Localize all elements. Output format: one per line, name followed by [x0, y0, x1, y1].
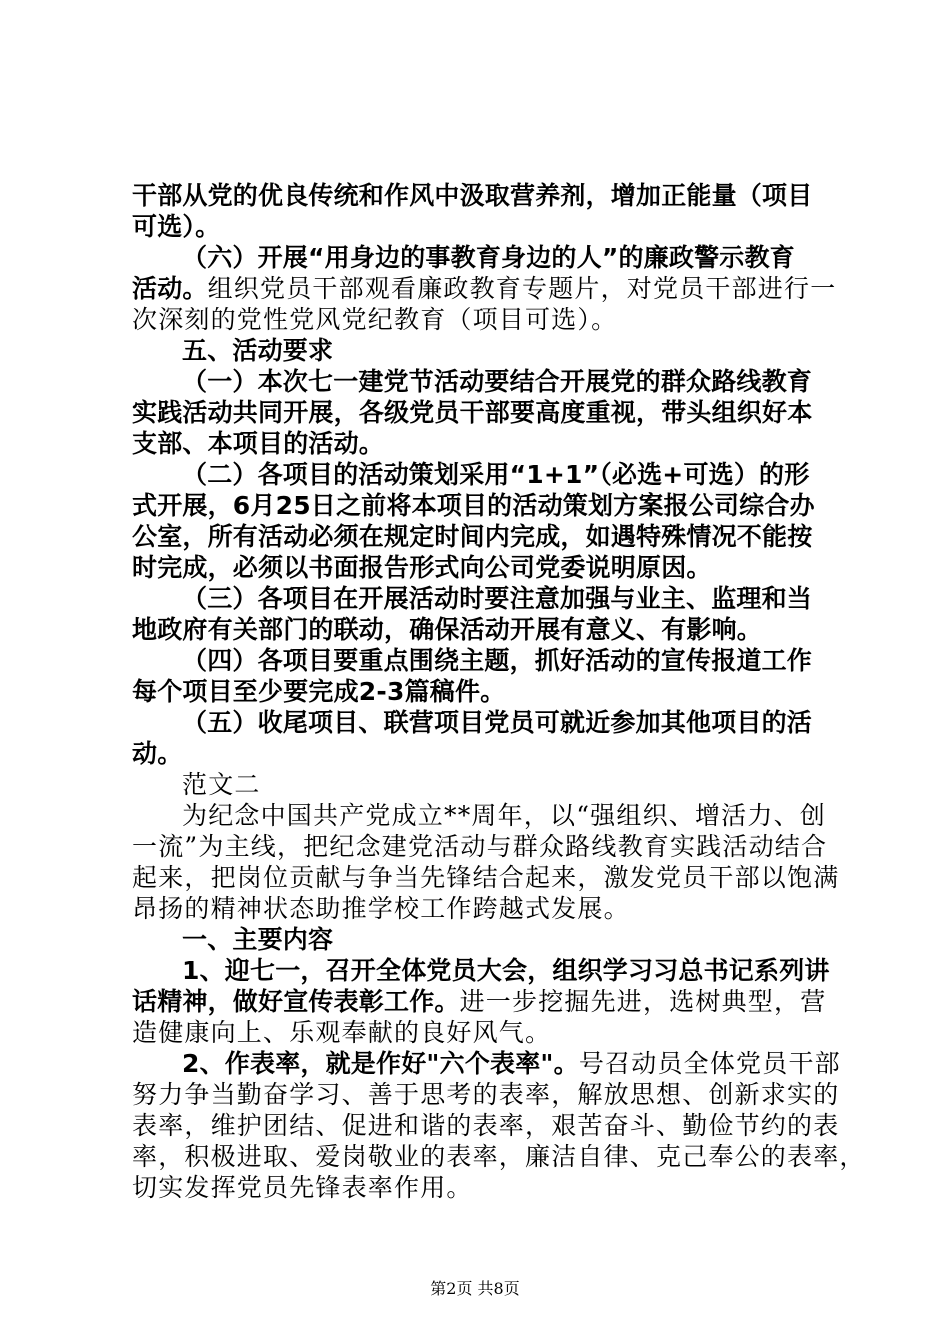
text-run: 为纪念中国共产党成立**周年，以“强组织、增活力、创 [182, 801, 826, 830]
text-run: 实践活动共同开展，各级党员干部要高度重视，带头组织好本 [132, 398, 813, 427]
text-line [132, 955, 832, 986]
text-line [132, 645, 832, 676]
paragraph [132, 1048, 866, 1203]
paragraph [132, 769, 832, 800]
text-run: 动。 [132, 739, 183, 768]
paragraph [132, 645, 832, 707]
text-run: 一、主要内容 [182, 925, 334, 954]
text-run: 进一步挖掘先进，选树典型，营 [459, 987, 827, 1016]
text-line [132, 707, 832, 738]
text-run: 公室，所有活动必须在规定时间内完成，如遇特殊情况不能按 [132, 522, 813, 551]
text-line [132, 800, 832, 831]
text-run: 努力争当勤奋学习、善于思考的表率，解放思想、创新求实的 [132, 1080, 840, 1109]
document-body [132, 180, 866, 1203]
text-run: 每个项目至少要完成2-3篇稿件。 [132, 677, 506, 706]
paragraph [132, 707, 832, 769]
text-run: 昂扬的精神状态助推学校工作跨越式发展。 [132, 894, 630, 923]
text-line [132, 1110, 840, 1141]
text-line [132, 552, 832, 583]
text-run: 范文二 [182, 770, 261, 799]
text-line [132, 242, 832, 273]
text-run: （二）各项目的活动策划采用“1+1”（必选+可选）的形 [182, 460, 810, 489]
text-run: 造健康向上、乐观奉献的良好风气。 [132, 1018, 552, 1047]
paragraph [132, 366, 832, 459]
paragraph [132, 924, 832, 955]
paragraph [132, 800, 840, 924]
text-line [132, 1079, 840, 1110]
text-run: 活动。 [132, 274, 208, 303]
text-line [132, 180, 832, 211]
text-run: （五）收尾项目、联营项目党员可就近参加其他项目的活 [182, 708, 813, 737]
text-run: 时完成，必须以书面报告形式向公司党委说明原因。 [132, 553, 712, 582]
text-line [132, 490, 832, 521]
text-line [132, 366, 832, 397]
text-line [132, 428, 832, 459]
text-run: （三）各项目在开展活动时要注意加强与业主、监理和当 [182, 584, 813, 613]
text-line [132, 1172, 832, 1203]
text-run: 式开展，6月25日之前将本项目的活动策划方案报公司综合办 [132, 491, 815, 520]
text-line [132, 676, 832, 707]
paragraph [132, 459, 832, 583]
text-line [132, 583, 832, 614]
text-line [132, 738, 832, 769]
text-run: 话精神，做好宣传表彰工作。 [132, 987, 460, 1016]
text-line [132, 614, 832, 645]
text-run: 2、作表率，就是作好"六个表率"。 [182, 1049, 579, 1078]
paragraph [132, 955, 832, 1048]
text-run: （六）开展“用身边的事教育身边的人”的廉政警示教育 [182, 243, 795, 272]
page-footer: 第2页 共8页 [430, 1279, 520, 1298]
text-run: （一）本次七一建党节活动要结合开展党的群众路线教育 [182, 367, 813, 396]
text-run: 组织党员干部观看廉政教育专题片，对党员干部进行一 [207, 274, 837, 303]
text-run: 1、迎七一，召开全体党员大会，组织学习习总书记系列讲 [182, 956, 830, 985]
text-line [132, 211, 832, 242]
text-run: 五、活动要求 [182, 336, 334, 365]
text-run: 起来，把岗位贡献与争当先锋结合起来，激发党员干部以饱满 [132, 863, 840, 892]
text-run: 表率，维护团结、促进和谐的表率，艰苦奋斗、勤俭节约的表 [132, 1111, 840, 1140]
text-line [132, 862, 840, 893]
text-run: 切实发挥党员先锋表率作用。 [132, 1173, 473, 1202]
text-run: 支部、本项目的活动。 [132, 429, 385, 458]
text-run: 号召动员全体党员干部 [578, 1049, 841, 1078]
text-run: 干部从党的优良传统和作风中汲取营养剂，增加正能量（项目 [132, 181, 813, 210]
paragraph [132, 335, 832, 366]
text-line [132, 335, 832, 366]
text-line [132, 1141, 866, 1172]
text-line [132, 924, 832, 955]
text-line [132, 769, 832, 800]
text-line [132, 1048, 841, 1079]
paragraph [132, 242, 837, 335]
text-line [132, 1017, 832, 1048]
text-line [132, 831, 832, 862]
text-run: 可选）。 [132, 212, 221, 241]
text-run: 一流”为主线，把纪念建党活动与群众路线教育实践活动结合 [132, 832, 828, 861]
paragraph [132, 583, 832, 645]
text-run: 率，积极进取、爱岗敬业的表率，廉洁自律、克己奉公的表率， [132, 1142, 866, 1171]
text-line [132, 893, 832, 924]
text-line [132, 521, 832, 552]
text-line [132, 986, 832, 1017]
paragraph [132, 180, 832, 242]
text-line [132, 304, 832, 335]
text-run: （四）各项目要重点围绕主题，抓好活动的宣传报道工作 [182, 646, 813, 675]
text-run: 次深刻的党性党风党纪教育（项目可选）。 [132, 305, 618, 334]
text-line [132, 459, 832, 490]
text-line [132, 397, 832, 428]
text-line [132, 273, 837, 304]
text-run: 地政府有关部门的联动，确保活动开展有意义、有影响。 [132, 615, 763, 644]
